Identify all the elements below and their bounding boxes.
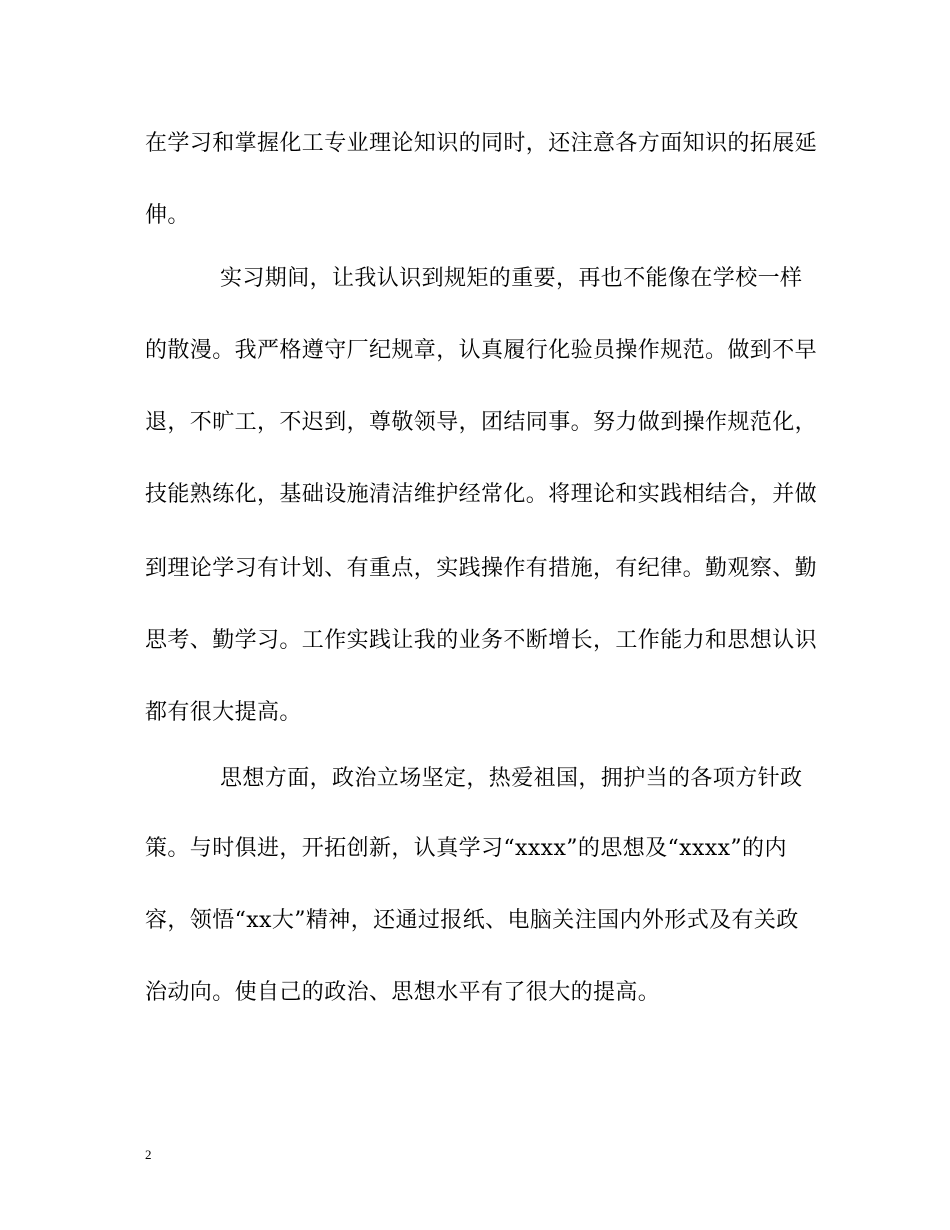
paragraph-2-line-5: 到理论学习有计划、有重点，实践操作有措施，有纪律。勤观察、勤 xyxy=(145,556,818,581)
paragraph-1-line-1: 在学习和掌握化工专业理论知识的同时，还注意各方面知识的拓展延 xyxy=(145,131,818,156)
paragraph-2-line-1: 实习期间，让我认识到规矩的重要，再也不能像在学校一样 xyxy=(220,266,803,291)
paragraph-3-line-1: 思想方面，政治立场坚定，热爱祖国，拥护当的各项方针政 xyxy=(220,766,803,791)
page-number: 2 xyxy=(145,1147,152,1162)
paragraph-3-line-2: 策。与时俱进，开拓创新，认真学习“xxxx”的思想及“xxxx”的内 xyxy=(145,836,787,861)
paragraph-2-line-3: 退，不旷工，不迟到，尊敬领导，团结同事。努力做到操作规范化， xyxy=(145,410,818,435)
paragraph-2-line-6: 思考、勤学习。工作实践让我的业务不断增长，工作能力和思想认识 xyxy=(145,628,818,653)
paragraph-3-line-3: 容，领悟“xx大”精神，还通过报纸、电脑关注国内外形式及有关政 xyxy=(145,908,799,933)
paragraph-1-line-2: 伸。 xyxy=(145,203,190,228)
paragraph-3-line-4: 治动向。使自己的政治、思想水平有了很大的提高。 xyxy=(145,980,661,1005)
paragraph-2-line-4: 技能熟练化，基础设施清洁维护经常化。将理论和实践相结合，并做 xyxy=(145,482,818,507)
paragraph-2-line-2: 的散漫。我严格遵守厂纪规章，认真履行化验员操作规范。做到不早 xyxy=(145,338,818,363)
paragraph-2-line-7: 都有很大提高。 xyxy=(145,700,302,725)
